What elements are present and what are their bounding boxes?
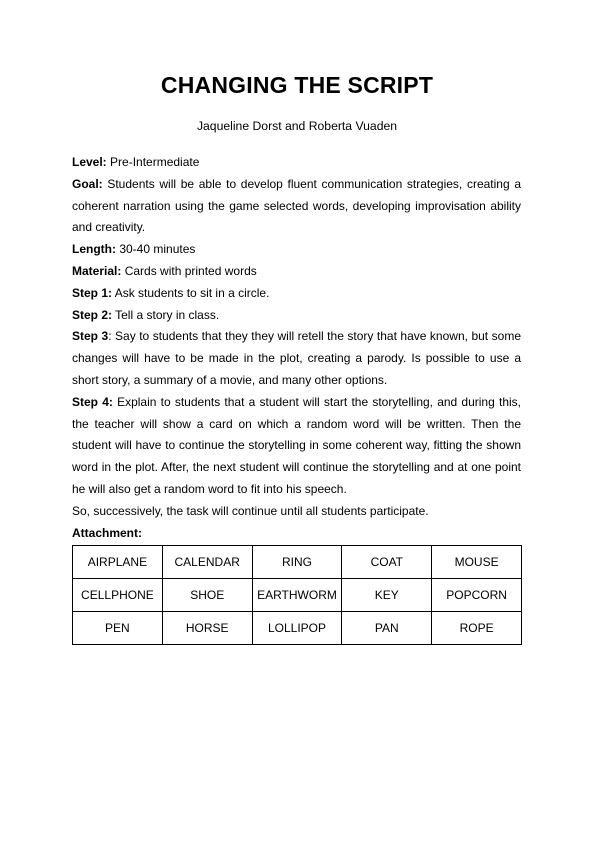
table-cell: CELLPHONE xyxy=(73,579,163,612)
step4-value: Explain to students that a student will start the storytelling, and during this, the teacher will show a card on which a random word will be written. Then the student will have to continue the storytelling in some coherent way, fitting the shown word in the plot. After, the next student will continue the storytelling and at one point he will also get a random word to fit into his speech. xyxy=(72,394,521,496)
step3-label: Step 3 xyxy=(72,329,109,344)
table-cell: MOUSE xyxy=(432,546,522,579)
table-cell: PAN xyxy=(342,612,432,645)
page-title: CHANGING THE SCRIPT xyxy=(160,72,434,98)
material-value: Cards with printed words xyxy=(121,263,257,278)
material-field xyxy=(72,261,521,283)
level-label: Level: xyxy=(72,155,107,169)
step1-label: Step 1: xyxy=(72,285,113,300)
lesson-body xyxy=(72,152,521,544)
table-cell: HORSE xyxy=(162,612,252,645)
table-cell: ROPE xyxy=(432,612,522,645)
table-row xyxy=(73,546,522,579)
authors-line: Jaqueline Dorst and Roberta Vuaden xyxy=(196,119,398,133)
step3-value: : Say to students that they they will retell the story that have known, but some changes will have to be made in the plot, creating a parody. Is possible to use a short story, a summary of a movie, and many other options. xyxy=(72,329,521,387)
goal-label: Goal: xyxy=(72,176,103,191)
step4-label: Step 4: xyxy=(72,394,113,409)
table-cell: SHOE xyxy=(162,579,252,612)
goal-value: Students will be able to develop fluent communication strategies, creating a coherent narration using the game selected words, developing improvisation ability and creativity. xyxy=(72,176,521,235)
level-field xyxy=(72,152,521,174)
table-cell: COAT xyxy=(342,546,432,579)
table-cell: KEY xyxy=(342,579,432,612)
table-row xyxy=(73,612,522,645)
step2-label: Step 2: xyxy=(72,307,113,322)
length-field xyxy=(72,239,521,261)
table-cell: LOLLIPOP xyxy=(252,612,342,645)
material-label: Material: xyxy=(72,263,122,278)
table-cell: CALENDAR xyxy=(162,546,252,579)
length-value: 30-40 minutes xyxy=(116,242,196,257)
closing-paragraph: So, successively, the task will continue until all students participate. xyxy=(72,503,429,518)
table-row xyxy=(73,579,522,612)
goal-field xyxy=(72,174,521,239)
table-cell: PEN xyxy=(73,612,163,645)
table-cell: EARTHWORM xyxy=(252,579,342,612)
attachment-table xyxy=(72,545,522,645)
step1-field xyxy=(72,283,521,305)
step2-field xyxy=(72,305,521,327)
step3-field xyxy=(72,326,521,391)
table-cell: POPCORN xyxy=(432,579,522,612)
attachment-label: Attachment: xyxy=(72,525,143,540)
level-value: Pre-Intermediate xyxy=(106,155,200,169)
length-label: Length: xyxy=(72,242,116,257)
step4-field xyxy=(72,392,521,501)
step1-value: Ask students to sit in a circle. xyxy=(112,285,270,300)
step2-value: Tell a story in class. xyxy=(112,307,220,322)
table-cell: AIRPLANE xyxy=(73,546,163,579)
table-cell: RING xyxy=(252,546,342,579)
